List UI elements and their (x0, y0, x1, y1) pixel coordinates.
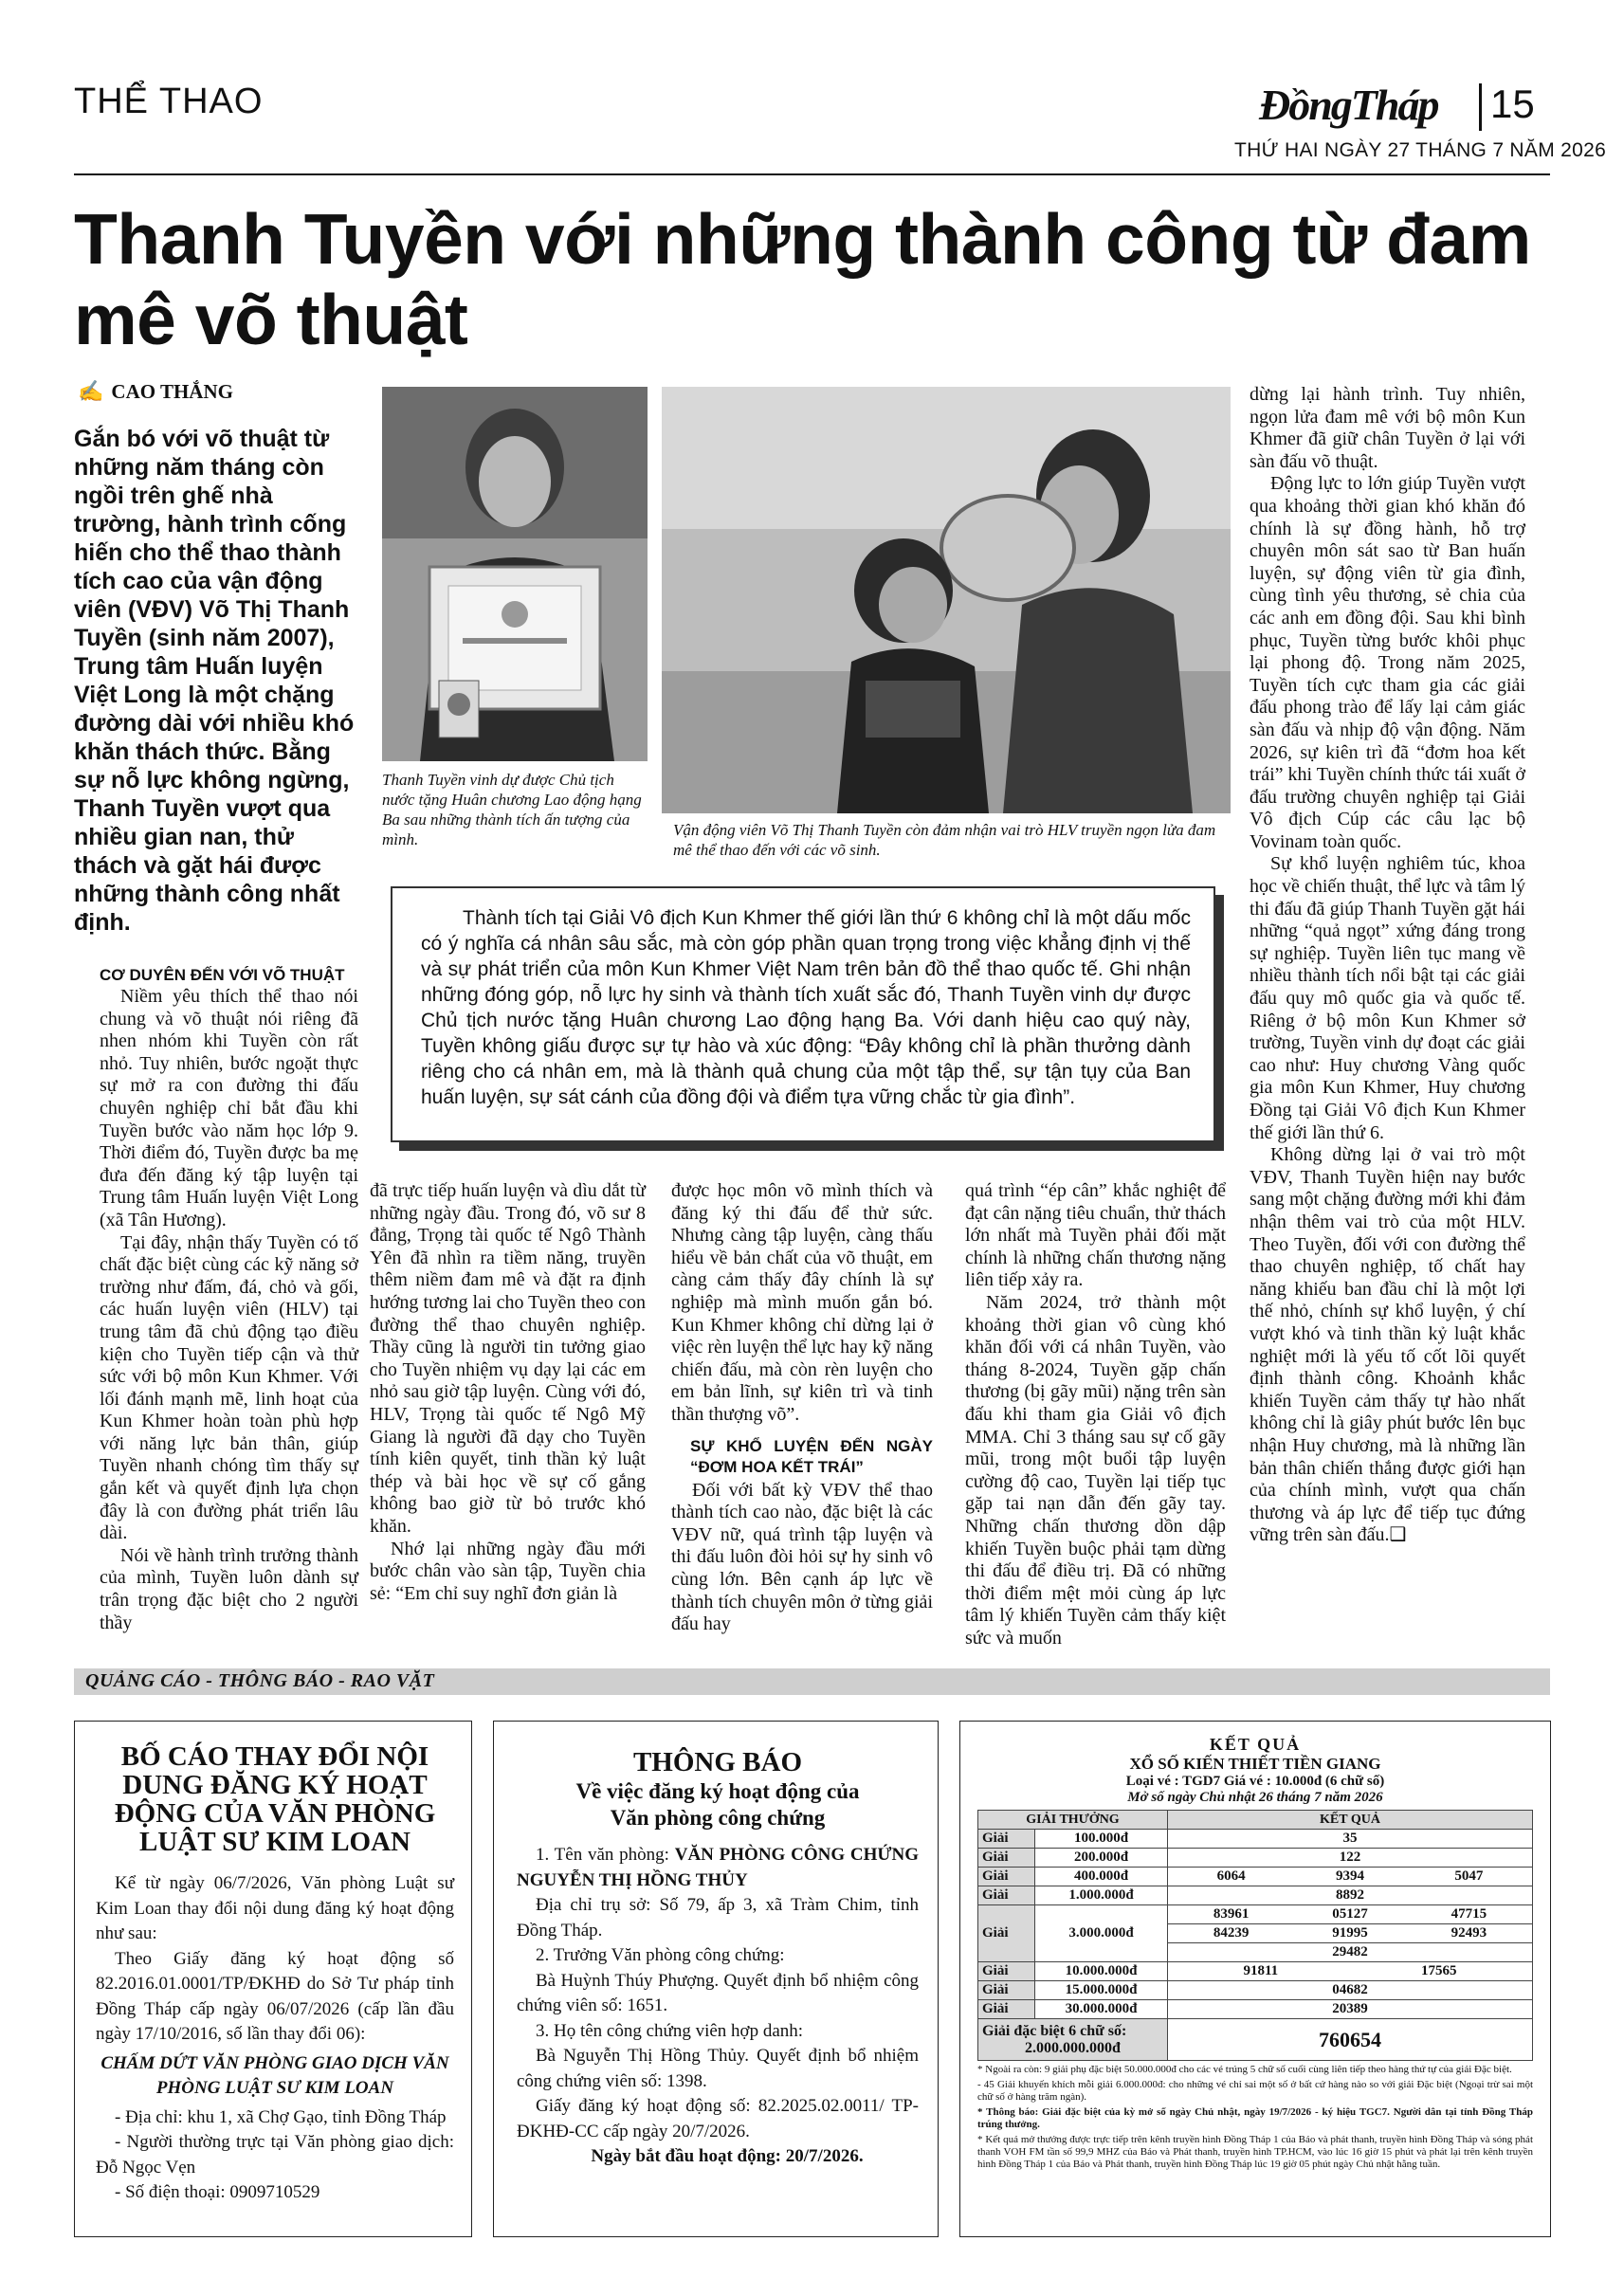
notice-text: Kể từ ngày 06/7/2026, Văn phòng Luật sư Kim Loan thay đổi nội dung đăng ký hoạt động như sau: (96, 1873, 454, 1943)
table-row (978, 1849, 1533, 1868)
notice-title: BỐ CÁO THAY ĐỔI NỘI DUNG ĐĂNG KÝ HOẠT ĐỘNG CỦA VĂN PHÒNG LUẬT SƯ KIM LOAN (114, 1741, 436, 1857)
lottery-note: * Ngoài ra còn: 9 giải phụ đặc biệt 50.000.000đ cho các vé trúng 5 chữ số cuối cùng liên tiếp theo hàng thứ tự của giải Đặc biệt. (977, 2064, 1512, 2075)
notice-title: THÔNG BÁO (632, 1747, 803, 1777)
notice-subtitle: Về việc đăng ký hoạt động của Văn phòng công chứng (575, 1779, 860, 1830)
pen-icon: ✍ (78, 379, 104, 403)
result-number: 83961 (1213, 1906, 1250, 1922)
issue-date: THỨ HAI NGÀY 27 THÁNG 7 NĂM 2026 (1234, 139, 1607, 161)
result-number: 5047 (1454, 1868, 1484, 1884)
lottery-results (959, 1721, 1551, 2237)
pull-quote (391, 886, 1215, 1142)
article-headline: Thanh Tuyền với những thành công từ đam mê võ thuật (74, 199, 1531, 359)
paragraph: Động lực to lớn giúp Tuyền vượt qua khoảng thời gian khó khăn đó chính là sự đồng hành, hỗ trợ chuyên môn sát sao từ Ban huấn luyện, sự động viên từ gia đình, cùng tình yêu thương, sẻ chia của các anh em đồng đội. Sau khi bình phục, Tuyền từng bước khôi phục lại phong độ. Trong năm 2025, Tuyền tích cực tham gia các giải đấu phong trào để lấy lại cảm giác sàn đấu và nhịp độ vận động. Năm 2026, sự kiên trì đã “đơm hoa kết trái” khi Tuyền chính thức tái xuất ở đấu trường chuyên nghiệp tại Giải Vô địch Cúp các câu lạc bộ Vovinam toàn quốc. (1250, 473, 1525, 852)
article-lede: Gắn bó với võ thuật từ những năm tháng còn ngồi trên ghế nhà trường, hành trình cống hiến cho thể thao thành tích cao của vận động viên (VĐV) Võ Thị Thanh Tuyền (sinh năm 2007), Trung tâm Huấn luyện Việt Long là một chặng đường dài với nhiều khó khăn thách thức. Bằng sự nỗ lực không ngừng, Thanh Tuyền vượt qua nhiều gian nan, thử thách và gặt hái được những thành công nhất định. (74, 426, 355, 936)
notice-text-bold: VĂN PHÒNG CÔNG CHỨNG NGUYỄN THỊ HỒNG THỦY (517, 1845, 919, 1890)
prize-label: Giải (978, 1868, 1035, 1886)
prize-amount: 15.000.000đ (1035, 1981, 1168, 2000)
article-column-3 (671, 1180, 933, 1636)
notice-text: Địa chỉ trụ sở: Số 79, ấp 3, xã Tràm Chim, tỉnh Đồng Tháp. (517, 1895, 919, 1941)
table-row (978, 1868, 1533, 1886)
lottery-table (977, 1810, 1533, 2061)
prize-amount: 30.000.000đ (1035, 2000, 1168, 2019)
result-number: 35 (1168, 1830, 1533, 1849)
masthead-logo: ĐồngTháp (1259, 81, 1438, 129)
table-row (978, 1981, 1533, 2000)
column-header: KẾT QUẢ (1168, 1811, 1533, 1830)
table-row (978, 2000, 1533, 2019)
paragraph: quá trình “ép cân” khắc nghiệt để đạt cân nặng tiêu chuẩn, thử thách lớn nhất mà Tuyền phải đối mặt chính là những chấn thương nặng liên tiếp xảy ra. (965, 1180, 1226, 1291)
prize-amount: 100.000đ (1035, 1830, 1168, 1849)
notice-text-part: 1. Tên văn phòng: (536, 1845, 675, 1865)
special-prize-amount: 2.000.000.000đ (1025, 2039, 1121, 2056)
medal-photo-illustration (382, 387, 648, 761)
notice-text: 2. Trưởng Văn phòng công chứng: (536, 1945, 785, 1965)
result-number: 92493 (1451, 1925, 1487, 1941)
result-number: 47715 (1451, 1906, 1487, 1922)
prize-label: Giải (978, 1981, 1035, 2000)
table-header (978, 1811, 1533, 1830)
notice-text (517, 1843, 919, 1893)
lottery-note: - 45 Giải khuyến khích mỗi giải 6.000.000đ: cho những vé chỉ sai một số ở bất cứ hàng nào so với giải Đặc biệt (Ngoại trừ sai một chữ số ở hàng trăm ngàn). (977, 2079, 1533, 2103)
pull-quote-text: Thành tích tại Giải Vô địch Kun Khmer thế giới lần thứ 6 không chỉ là một dấu mốc có ý nghĩa cá nhân sâu sắc, mà còn góp phần quan trọng trong việc khẳng định vị thế và sự phát triển của môn Kun Khmer Việt Nam trên bản đồ thể thao quốc tế. Ghi nhận những đóng góp, nỗ lực hy sinh và thành tích xuất sắc đó, Thanh Tuyền vinh dự được Chủ tịch nước tặng Huân chương Lao động hạng Ba. Với danh hiệu cao quý này, Tuyền không giấu được sự tự hào và xúc động: “Đây không chỉ là phần thưởng dành riêng cho cá nhân em, mà là thành quả chung của một tập thể, sự tận tụy của Ban huấn luyện, sự sát cánh của đồng đội và điểm tựa vững chắc từ gia đình”. (421, 907, 1191, 1108)
column-header: GIẢI THƯỞNG (978, 1811, 1168, 1830)
paragraph: Niềm yêu thích thể thao nói chung và võ thuật nói riêng đã nhen nhóm khi Tuyền còn rất nhỏ. Tuy nhiên, bước ngoặt thực sự mở ra con đường thi đấu chuyên nghiệp chỉ bắt đầu khi Tuyền bước vào năm học lớp 9. Thời điểm đó, Tuyền được ba mẹ đưa đến đăng ký tập luyện tại Trung tâm Huấn luyện Việt Long (xã Tân Hương). (100, 986, 358, 1230)
prize-label: Giải (978, 1962, 1035, 1981)
table-row (978, 1886, 1533, 1905)
notice-bold: CHẤM DỨT VĂN PHÒNG GIAO DỊCH VĂN PHÒNG LUẬT SƯ KIM LOAN (100, 2052, 449, 2098)
lottery-subtitle: XỔ SỐ KIẾN THIẾT TIỀN GIANG (1129, 1755, 1381, 1773)
table-row (978, 1905, 1533, 1924)
table-row-special (978, 2019, 1533, 2061)
prize-amount: 400.000đ (1035, 1868, 1168, 1886)
end-mark-icon: ❑ (1389, 1524, 1407, 1546)
ads-section-label: QUẢNG CÁO - THÔNG BÁO - RAO VẶT (85, 1670, 435, 1691)
result-number: 04682 (1168, 1981, 1533, 2000)
prize-label: Giải (978, 1849, 1035, 1868)
notice-text: Giấy đăng ký hoạt động số: 82.2025.02.0011/ TP-ĐKHĐ-CC cấp ngày 20/7/2026. (517, 2096, 919, 2141)
paragraph: được học môn võ mình thích và đăng ký thi đấu để thử sức. Nhưng càng tập luyện, càng thấu hiểu về bản chất của võ thuật, em càng cảm thấy đây chính là sự nghiệp mà mình muốn gắn bó. Kun Khmer không chỉ dừng lại ở việc rèn luyện thể lực hay kỹ năng chiến đấu, mà còn rèn luyện cho em bản lĩnh, sự kiên trì và tinh thần thượng võ”. (671, 1180, 933, 1425)
result-number: 17565 (1421, 1963, 1457, 1978)
special-result-number: 760654 (1168, 2019, 1533, 2061)
paragraph: đã trực tiếp huấn luyện và dìu dắt từ những ngày đầu. Trong đó, võ sư 8 đẳng, Trọng tài quốc tế Ngô Thành Yên đã nhìn ra tiềm năng, truyền thêm niềm đam mê và đặt ra định hướng tương lai cho Tuyền theo con đường thể thao chuyên nghiệp. Thầy cũng là người tin tưởng giao cho Tuyền nhiệm vụ dạy lại các em nhỏ sau giờ tập luyện. Cùng với đó, HLV, Trọng tài quốc tế Ngô Mỹ Giang là người đã dạy cho Tuyền tính kiên quyết, tinh thần kỷ luật thép và bài học về sự cố gắng không bao giờ từ bỏ trước khó khăn. (370, 1180, 646, 1537)
result-number: 20389 (1168, 2000, 1533, 2019)
result-number: 8892 (1168, 1886, 1533, 1905)
lottery-note: * Thông báo: Giải đặc biệt của kỳ mở số ngày Chủ nhật, ngày 19/7/2026 - ký hiệu TGC7. Người dân tại tỉnh Đồng Tháp trúng thưởng. (977, 2106, 1533, 2130)
lottery-title: KẾT QUẢ (1209, 1735, 1302, 1754)
lottery-note: * Kết quả mở thưởng được trực tiếp trên kênh truyền hình Đồng Tháp 1 của Báo và phát thanh, truyền hình Đồng Tháp và sóng phát thanh VOH FM tần số 99,9 MHZ của Báo và Phát thanh, truyền hình TP.HCM, vào lúc 16 giờ 15 phút và phát lại trên kênh truyền hình Đồng Tháp 1 của Báo và Phát thanh, truyền hình Đồng Tháp lúc 19 giờ 05 phút ngày Chủ nhật hằng tuần. (977, 2134, 1533, 2170)
result-number: 91995 (1332, 1925, 1368, 1941)
special-prize-cell (978, 2019, 1168, 2061)
prize-amount: 200.000đ (1035, 1849, 1168, 1868)
header-rule (74, 173, 1550, 175)
subhead-training: SỰ KHỔ LUYỆN ĐẾN NGÀY “ĐƠM HOA KẾT TRÁI” (690, 1436, 933, 1476)
prize-label: Giải (978, 2000, 1035, 2019)
result-number: 91811 (1243, 1963, 1279, 1978)
prize-label: Giải (978, 1886, 1035, 1905)
lottery-ticket-info: Loại vé : TGD7 Giá vé : 10.000đ (6 chữ số) (1125, 1774, 1385, 1789)
training-photo-illustration (662, 387, 1231, 813)
paragraph: Nhớ lại những ngày đầu mới bước chân vào sàn tập, Tuyền chia sẻ: “Em chỉ suy nghĩ đơn giản là (370, 1538, 646, 1604)
result-cell (1168, 1868, 1533, 1886)
paragraph: Năm 2024, trở thành một khoảng thời gian vô cùng khó khăn đối với cá nhân Tuyền, vào tháng 8-2024, Tuyền gặp chấn thương (bị gãy mũi) nặng trên sàn đấu khi tham gia Giải vô địch MMA. Chỉ 3 tháng sau sự cố gãy mũi, trong một buổi tập luyện cường độ cao, Tuyền lại tiếp tục gặp tai nạn dẫn đến gãy tay. Những chấn thương dồn dập khiến Tuyền buộc phải tạm dừng thi đấu để điều trị. Đã có những thời điểm mệt mỏi cùng áp lực tâm lý khiến Tuyền cảm thấy kiệt sức và muốn (965, 1291, 1226, 1649)
masthead-divider (1479, 83, 1482, 131)
paragraph-text: Không dừng lại ở vai trò một VĐV, Thanh Tuyền hiện nay bước sang một chặng đường mới khi đảm nhận thêm vai trò của một HLV. Theo Tuyền, đối với con đường thể thao chuyên nghiệp, tố chất hay năng khiếu ban đầu chỉ là một lợi thế nhỏ, chính sự khổ luyện, ý chí vượt khó và tinh thần kỷ luật khắc nghiệt mới là yếu tố cốt lõi quyết định thành công. Khoảnh khắc khiến Tuyền cảm thấy tự hào nhất không chỉ là giây phút bước lên bục nhận Huy chương, mà là những lần bản thân chiến thắng được giới hạn của chính mình, vượt qua chấn thương và áp lực để tiếp tục đứng vững trên sàn đấu. (1250, 1144, 1525, 1546)
special-prize-label: Giải đặc biệt 6 chữ số: (982, 2022, 1127, 2039)
paragraph (1250, 1144, 1525, 1547)
table-row (978, 1962, 1533, 1981)
result-number: 6064 (1216, 1868, 1246, 1884)
prize-amount: 10.000.000đ (1035, 1962, 1168, 1981)
caption-photo-2: Vận động viên Võ Thị Thanh Tuyền còn đảm nhận vai trò HLV truyền ngọn lửa đam mê thể thao đến với các võ sinh. (673, 821, 1216, 859)
notice-notary-office (493, 1721, 939, 2237)
byline-author: CAO THẮNG (111, 380, 233, 403)
page-number: 15 (1490, 82, 1535, 126)
result-cell (1168, 1924, 1533, 1943)
section-label: THỂ THAO (74, 82, 264, 121)
notice-bold: Ngày bắt đầu hoạt động: 20/7/2026. (591, 2146, 864, 2166)
paragraph: Sự khổ luyện nghiêm túc, khoa học về chiến thuật, thể lực và tâm lý thi đấu đã giúp Thanh Tuyền gặt hái những “quả ngọt” xứng đáng trong sự nghiệp. Tuyền liên tục mang về nhiều thành tích nổi bật tại các giải đấu quy mô quốc gia và quốc tế. Riêng ở bộ môn Kun Khmer sở trường, Tuyền vinh dự đoạt các giải cao như: Huy chương Vàng quốc gia môn Kun Khmer, Huy chương Đồng tại Giải Vô địch Kun Khmer thế giới lần thứ 6. (1250, 853, 1525, 1143)
result-number: 05127 (1332, 1906, 1368, 1922)
notice-text: - Địa chỉ: khu 1, xã Chợ Gạo, tỉnh Đồng Tháp (115, 2106, 447, 2127)
photo-medal (382, 387, 648, 761)
notice-text: Bà Huỳnh Thúy Phượng. Quyết định bổ nhiệm công chứng viên số: 1651. (517, 1970, 919, 2015)
caption-photo-1: Thanh Tuyền vinh dự được Chủ tịch nước tặng Huân chương Lao động hạng Ba sau những thành tích ấn tượng của mình. (382, 771, 642, 848)
article-column-2 (370, 1180, 646, 1605)
subhead-origin: CƠ DUYÊN ĐẾN VỚI VÕ THUẬT (100, 966, 345, 984)
notice-text: 3. Họ tên công chứng viên hợp danh: (536, 2020, 804, 2041)
paragraph: dừng lại hành trình. Tuy nhiên, ngọn lửa đam mê với bộ môn Kun Khmer đã giữ chân Tuyền ở lại với sàn đấu võ thuật. (1250, 384, 1525, 472)
result-number: 84239 (1213, 1925, 1250, 1941)
ads-section-bar (74, 1668, 1550, 1695)
paragraph: Tại đây, nhận thấy Tuyền có tố chất đặc biệt cùng các kỹ năng sở trường như đấm, đá, chỏ và gối, các huấn luyện viên (HLV) tại trung tâm đã chủ động tạo điều kiện cho Tuyền tiếp cận và thử sức với bộ môn Kun Khmer. Với lối đánh mạnh mẽ, linh hoạt của Kun Khmer hoàn toàn phù hợp với năng lực bản thân, giúp Tuyền nhanh chóng tìm thấy sự gắn kết và quyết định lựa chọn đây là con đường phát triển lâu dài. (100, 1231, 358, 1544)
notice-law-office (74, 1721, 472, 2237)
photo-training (662, 387, 1231, 813)
notice-body (96, 1871, 454, 2206)
prize-amount: 1.000.000đ (1035, 1886, 1168, 1905)
notice-body (517, 1843, 919, 2170)
article-column-1 (100, 965, 358, 1634)
notice-text: - Số điện thoại: 0909710529 (115, 2182, 320, 2202)
table-row (978, 1830, 1533, 1849)
result-cell (1168, 1905, 1533, 1924)
notice-text: Bà Nguyễn Thị Hồng Thủy. Quyết định bổ nhiệm công chứng viên số: 1398. (517, 2046, 919, 2091)
result-cell (1168, 1962, 1533, 1981)
paragraph: Nói về hành trình trưởng thành của mình, Tuyền luôn dành sự trân trọng đặc biệt cho 2 người thầy (100, 1544, 358, 1633)
article-column-5 (1250, 384, 1525, 1547)
result-number: 29482 (1168, 1943, 1533, 1962)
notice-text: - Người thường trực tại Văn phòng giao dịch: Đỗ Ngọc Vẹn (96, 2132, 454, 2178)
prize-label: Giải (978, 1830, 1035, 1849)
result-number: 9394 (1335, 1868, 1364, 1884)
lottery-draw-date: Mở số ngày Chủ nhật 26 tháng 7 năm 2026 (1127, 1790, 1383, 1805)
notice-text: Theo Giấy đăng ký hoạt động số 82.2016.01.0001/TP/ĐKHĐ do Sở Tư pháp tỉnh Đồng Tháp cấp ngày 06/07/2026 (cấp lần đầu ngày 17/10/2016, số lần thay đổi 06): (96, 1948, 454, 2044)
prize-label: Giải (978, 1905, 1035, 1962)
result-number: 122 (1168, 1849, 1533, 1868)
byline (78, 379, 233, 404)
prize-amount: 3.000.000đ (1035, 1905, 1168, 1962)
paragraph: Đối với bất kỳ VĐV thể thao thành tích cao nào, đặc biệt là các VĐV nữ, quá trình tập luyện và thi đấu luôn đòi hỏi sự hy sinh vô cùng lớn. Bên cạnh áp lực về thành tích chuyên môn ở từng giải đấu hay (671, 1479, 933, 1635)
article-column-4 (965, 1180, 1226, 1649)
